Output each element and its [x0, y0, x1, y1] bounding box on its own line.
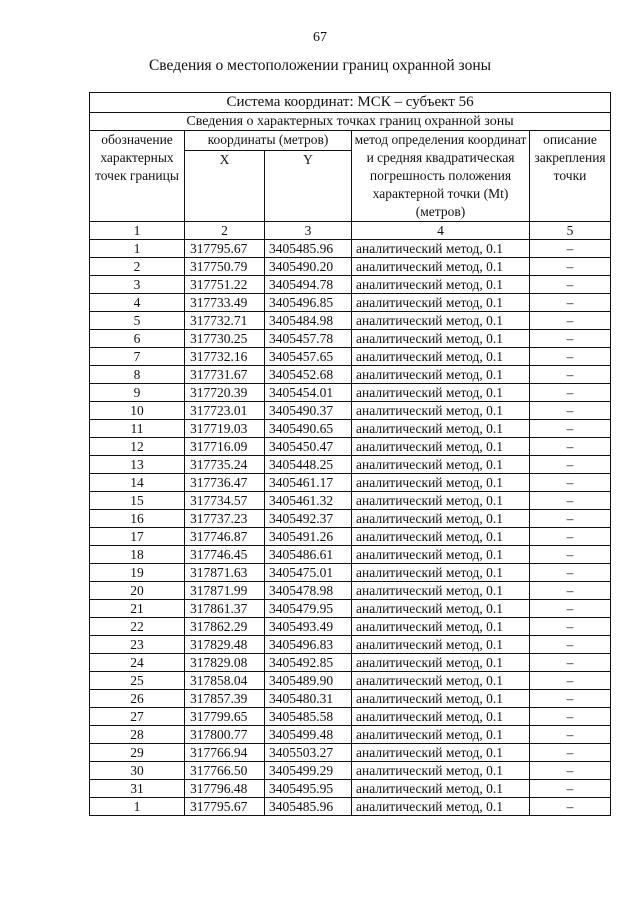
- header-description: описание закрепления точки: [530, 131, 611, 222]
- point-number-cell: 21: [90, 600, 185, 618]
- method-cell: аналитический метод, 0.1: [352, 798, 530, 816]
- x-coordinate-cell: 317723.01: [185, 402, 265, 420]
- description-cell: –: [530, 564, 611, 582]
- table-row: [90, 348, 611, 366]
- method-cell: аналитический метод, 0.1: [352, 420, 530, 438]
- y-coordinate-cell: 3405485.96: [265, 798, 352, 816]
- coordinate-system-row: [90, 93, 611, 113]
- header-row: [90, 131, 611, 151]
- point-number-cell: 8: [90, 366, 185, 384]
- y-coordinate-cell: 3405461.32: [265, 492, 352, 510]
- y-coordinate-cell: 3405486.61: [265, 546, 352, 564]
- x-coordinate-cell: 317857.39: [185, 690, 265, 708]
- x-coordinate-cell: 317734.57: [185, 492, 265, 510]
- table-row: [90, 384, 611, 402]
- table-row: [90, 312, 611, 330]
- point-number-cell: 5: [90, 312, 185, 330]
- table-row: [90, 240, 611, 258]
- method-cell: аналитический метод, 0.1: [352, 348, 530, 366]
- method-cell: аналитический метод, 0.1: [352, 708, 530, 726]
- header-point-designation: обозначение характерных точек границы: [90, 131, 185, 222]
- table-row: [90, 528, 611, 546]
- method-cell: аналитический метод, 0.1: [352, 366, 530, 384]
- table-row: [90, 708, 611, 726]
- x-coordinate-cell: 317736.47: [185, 474, 265, 492]
- y-coordinate-cell: 3405493.49: [265, 618, 352, 636]
- description-cell: –: [530, 744, 611, 762]
- x-coordinate-cell: 317829.08: [185, 654, 265, 672]
- method-cell: аналитический метод, 0.1: [352, 636, 530, 654]
- y-coordinate-cell: 3405490.20: [265, 258, 352, 276]
- description-cell: –: [530, 582, 611, 600]
- description-cell: –: [530, 798, 611, 816]
- method-cell: аналитический метод, 0.1: [352, 564, 530, 582]
- method-cell: аналитический метод, 0.1: [352, 312, 530, 330]
- page-number: 67: [313, 30, 327, 45]
- y-coordinate-cell: 3405475.01: [265, 564, 352, 582]
- y-coordinate-cell: 3405494.78: [265, 276, 352, 294]
- method-cell: аналитический метод, 0.1: [352, 690, 530, 708]
- x-coordinate-cell: 317871.63: [185, 564, 265, 582]
- table-row: [90, 330, 611, 348]
- point-number-cell: 15: [90, 492, 185, 510]
- description-cell: –: [530, 636, 611, 654]
- column-number: 2: [185, 222, 265, 240]
- section-title-row: [90, 113, 611, 131]
- description-cell: –: [530, 402, 611, 420]
- y-coordinate-cell: 3405479.95: [265, 600, 352, 618]
- column-number: 1: [90, 222, 185, 240]
- description-cell: –: [530, 276, 611, 294]
- section-title-cell: Сведения о характерных точках границ охранной зоны: [90, 113, 611, 131]
- point-number-cell: 3: [90, 276, 185, 294]
- description-cell: –: [530, 312, 611, 330]
- point-number-cell: 23: [90, 636, 185, 654]
- table-row: [90, 744, 611, 762]
- description-cell: –: [530, 690, 611, 708]
- x-coordinate-cell: 317795.67: [185, 798, 265, 816]
- description-cell: –: [530, 600, 611, 618]
- point-number-cell: 7: [90, 348, 185, 366]
- method-cell: аналитический метод, 0.1: [352, 330, 530, 348]
- x-coordinate-cell: 317829.48: [185, 636, 265, 654]
- column-numbers-row: [90, 222, 611, 240]
- header-coordinates: координаты (метров): [185, 131, 352, 151]
- description-cell: –: [530, 780, 611, 798]
- point-number-cell: 2: [90, 258, 185, 276]
- header-y: Y: [265, 151, 352, 222]
- point-number-cell: 25: [90, 672, 185, 690]
- description-cell: –: [530, 546, 611, 564]
- point-number-cell: 30: [90, 762, 185, 780]
- table-row: [90, 366, 611, 384]
- method-cell: аналитический метод, 0.1: [352, 762, 530, 780]
- y-coordinate-cell: 3405489.90: [265, 672, 352, 690]
- method-cell: аналитический метод, 0.1: [352, 240, 530, 258]
- method-cell: аналитический метод, 0.1: [352, 492, 530, 510]
- method-cell: аналитический метод, 0.1: [352, 546, 530, 564]
- method-cell: аналитический метод, 0.1: [352, 618, 530, 636]
- y-coordinate-cell: 3405491.26: [265, 528, 352, 546]
- x-coordinate-cell: 317716.09: [185, 438, 265, 456]
- description-cell: –: [530, 258, 611, 276]
- point-number-cell: 10: [90, 402, 185, 420]
- point-number-cell: 14: [90, 474, 185, 492]
- point-number-cell: 18: [90, 546, 185, 564]
- y-coordinate-cell: 3405490.37: [265, 402, 352, 420]
- point-number-cell: 1: [90, 798, 185, 816]
- y-coordinate-cell: 3405457.78: [265, 330, 352, 348]
- table-row: [90, 618, 611, 636]
- description-cell: –: [530, 510, 611, 528]
- description-cell: –: [530, 708, 611, 726]
- method-cell: аналитический метод, 0.1: [352, 780, 530, 798]
- x-coordinate-cell: 317737.23: [185, 510, 265, 528]
- column-number: 4: [352, 222, 530, 240]
- description-cell: –: [530, 492, 611, 510]
- table-row: [90, 258, 611, 276]
- description-cell: –: [530, 240, 611, 258]
- point-number-cell: 20: [90, 582, 185, 600]
- table-row: [90, 546, 611, 564]
- x-coordinate-cell: 317746.45: [185, 546, 265, 564]
- description-cell: –: [530, 654, 611, 672]
- y-coordinate-cell: 3405480.31: [265, 690, 352, 708]
- description-cell: –: [530, 726, 611, 744]
- description-cell: –: [530, 294, 611, 312]
- table-row: [90, 492, 611, 510]
- method-cell: аналитический метод, 0.1: [352, 258, 530, 276]
- y-coordinate-cell: 3405457.65: [265, 348, 352, 366]
- x-coordinate-cell: 317735.24: [185, 456, 265, 474]
- x-coordinate-cell: 317731.67: [185, 366, 265, 384]
- description-cell: –: [530, 456, 611, 474]
- method-cell: аналитический метод, 0.1: [352, 726, 530, 744]
- point-number-cell: 4: [90, 294, 185, 312]
- method-cell: аналитический метод, 0.1: [352, 582, 530, 600]
- point-number-cell: 6: [90, 330, 185, 348]
- description-cell: –: [530, 420, 611, 438]
- y-coordinate-cell: 3405448.25: [265, 456, 352, 474]
- table-row: [90, 510, 611, 528]
- y-coordinate-cell: 3405484.98: [265, 312, 352, 330]
- x-coordinate-cell: 317795.67: [185, 240, 265, 258]
- x-coordinate-cell: 317732.16: [185, 348, 265, 366]
- y-coordinate-cell: 3405499.29: [265, 762, 352, 780]
- header-x: X: [185, 151, 265, 222]
- table-row: [90, 582, 611, 600]
- column-number: 5: [530, 222, 611, 240]
- x-coordinate-cell: 317800.77: [185, 726, 265, 744]
- table-row: [90, 636, 611, 654]
- table-row: [90, 654, 611, 672]
- coordinates-table: [89, 92, 611, 816]
- y-coordinate-cell: 3405490.65: [265, 420, 352, 438]
- description-cell: –: [530, 672, 611, 690]
- x-coordinate-cell: 317766.94: [185, 744, 265, 762]
- method-cell: аналитический метод, 0.1: [352, 528, 530, 546]
- y-coordinate-cell: 3405454.01: [265, 384, 352, 402]
- table-row: [90, 780, 611, 798]
- table-row: [90, 474, 611, 492]
- x-coordinate-cell: 317750.79: [185, 258, 265, 276]
- x-coordinate-cell: 317746.87: [185, 528, 265, 546]
- table-row: [90, 276, 611, 294]
- description-cell: –: [530, 438, 611, 456]
- y-coordinate-cell: 3405485.58: [265, 708, 352, 726]
- description-cell: –: [530, 762, 611, 780]
- x-coordinate-cell: 317719.03: [185, 420, 265, 438]
- method-cell: аналитический метод, 0.1: [352, 654, 530, 672]
- header-method: метод определения координат и средняя квадратическая погрешность положения характерной точки (Mt) (метров): [352, 131, 530, 222]
- method-cell: аналитический метод, 0.1: [352, 510, 530, 528]
- point-number-cell: 12: [90, 438, 185, 456]
- y-coordinate-cell: 3405492.85: [265, 654, 352, 672]
- y-coordinate-cell: 3405496.85: [265, 294, 352, 312]
- y-coordinate-cell: 3405496.83: [265, 636, 352, 654]
- point-number-cell: 28: [90, 726, 185, 744]
- point-number-cell: 27: [90, 708, 185, 726]
- method-cell: аналитический метод, 0.1: [352, 294, 530, 312]
- table-row: [90, 726, 611, 744]
- point-number-cell: 17: [90, 528, 185, 546]
- y-coordinate-cell: 3405461.17: [265, 474, 352, 492]
- y-coordinate-cell: 3405495.95: [265, 780, 352, 798]
- method-cell: аналитический метод, 0.1: [352, 672, 530, 690]
- method-cell: аналитический метод, 0.1: [352, 456, 530, 474]
- x-coordinate-cell: 317733.49: [185, 294, 265, 312]
- table-row: [90, 672, 611, 690]
- table-row: [90, 762, 611, 780]
- x-coordinate-cell: 317799.65: [185, 708, 265, 726]
- column-number: 3: [265, 222, 352, 240]
- x-coordinate-cell: 317871.99: [185, 582, 265, 600]
- point-number-cell: 31: [90, 780, 185, 798]
- x-coordinate-cell: 317751.22: [185, 276, 265, 294]
- coordinate-system-cell: Система координат: МСК – субъект 56: [90, 93, 611, 113]
- table-row: [90, 564, 611, 582]
- coordinates-table-body: [90, 93, 611, 816]
- table-row: [90, 438, 611, 456]
- description-cell: –: [530, 528, 611, 546]
- x-coordinate-cell: 317766.50: [185, 762, 265, 780]
- point-number-cell: 26: [90, 690, 185, 708]
- table-row: [90, 798, 611, 816]
- x-coordinate-cell: 317858.04: [185, 672, 265, 690]
- point-number-cell: 9: [90, 384, 185, 402]
- method-cell: аналитический метод, 0.1: [352, 402, 530, 420]
- y-coordinate-cell: 3405492.37: [265, 510, 352, 528]
- point-number-cell: 13: [90, 456, 185, 474]
- point-number-cell: 19: [90, 564, 185, 582]
- description-cell: –: [530, 330, 611, 348]
- document-title: Сведения о местоположении границ охранной зоны: [148, 57, 492, 74]
- y-coordinate-cell: 3405485.96: [265, 240, 352, 258]
- x-coordinate-cell: 317862.29: [185, 618, 265, 636]
- x-coordinate-cell: 317720.39: [185, 384, 265, 402]
- point-number-cell: 1: [90, 240, 185, 258]
- y-coordinate-cell: 3405450.47: [265, 438, 352, 456]
- table-row: [90, 420, 611, 438]
- method-cell: аналитический метод, 0.1: [352, 744, 530, 762]
- point-number-cell: 11: [90, 420, 185, 438]
- table-row: [90, 294, 611, 312]
- x-coordinate-cell: 317730.25: [185, 330, 265, 348]
- y-coordinate-cell: 3405499.48: [265, 726, 352, 744]
- table-row: [90, 600, 611, 618]
- x-coordinate-cell: 317732.71: [185, 312, 265, 330]
- point-number-cell: 29: [90, 744, 185, 762]
- table-row: [90, 456, 611, 474]
- table-row: [90, 690, 611, 708]
- method-cell: аналитический метод, 0.1: [352, 276, 530, 294]
- description-cell: –: [530, 348, 611, 366]
- description-cell: –: [530, 618, 611, 636]
- method-cell: аналитический метод, 0.1: [352, 600, 530, 618]
- method-cell: аналитический метод, 0.1: [352, 438, 530, 456]
- point-number-cell: 22: [90, 618, 185, 636]
- y-coordinate-cell: 3405452.68: [265, 366, 352, 384]
- y-coordinate-cell: 3405503.27: [265, 744, 352, 762]
- method-cell: аналитический метод, 0.1: [352, 384, 530, 402]
- x-coordinate-cell: 317861.37: [185, 600, 265, 618]
- method-cell: аналитический метод, 0.1: [352, 474, 530, 492]
- description-cell: –: [530, 366, 611, 384]
- table-row: [90, 402, 611, 420]
- point-number-cell: 16: [90, 510, 185, 528]
- y-coordinate-cell: 3405478.98: [265, 582, 352, 600]
- x-coordinate-cell: 317796.48: [185, 780, 265, 798]
- point-number-cell: 24: [90, 654, 185, 672]
- description-cell: –: [530, 384, 611, 402]
- description-cell: –: [530, 474, 611, 492]
